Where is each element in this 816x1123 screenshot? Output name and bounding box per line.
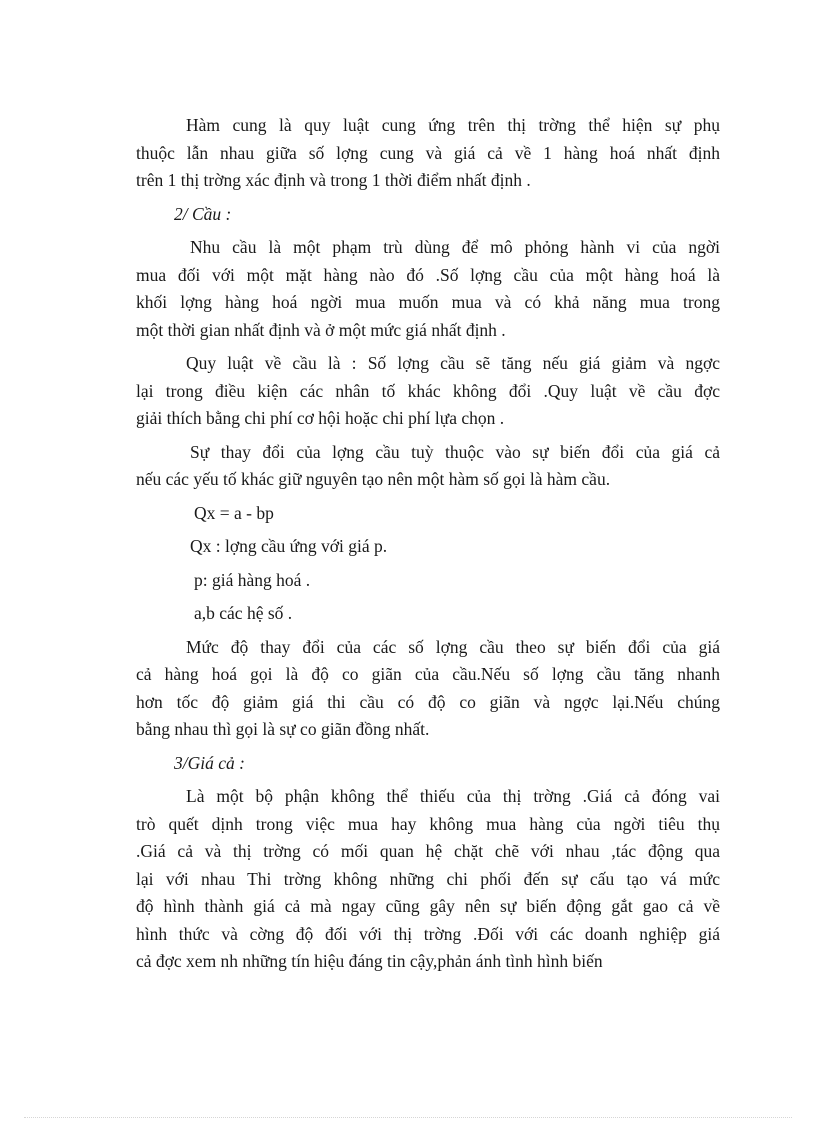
- text-line: Nhu cầu là một phạm trù dùng để mô phỏng hành vi của ngời: [190, 237, 720, 257]
- text-line: cả đợc xem nh những tín hiệu đáng tin cậy,phản ánh tình hình biến: [136, 951, 603, 971]
- text-line: một thời gian nhất định và ở một mức giá nhất định .: [136, 319, 506, 340]
- text-line: Sự thay đổi của lợng cầu tuỳ thuộc vào sự biến đổi của giá cả: [190, 441, 720, 462]
- paragraph: [136, 634, 720, 744]
- text-line: Là một bộ phận không thể thiếu của thị trờng .Giá cả đóng vai: [186, 786, 720, 806]
- text-line: cả hàng hoá gọi là độ co giãn của cầu.Nếu số lợng cầu tăng nhanh: [136, 664, 720, 684]
- paragraph: [136, 439, 720, 494]
- paragraph: [136, 350, 720, 433]
- heading-text: 2/ Cầu :: [174, 203, 232, 224]
- text-line: khối lợng hàng hoá ngời mua muốn mua và có khả năng mua trong: [136, 292, 720, 312]
- text-line: a,b các hệ số .: [194, 603, 293, 623]
- text-line: độ hình thành giá cả mà ngay cũng gây nên sự biến động gắt gao cả về: [136, 896, 720, 916]
- paragraph: [136, 234, 720, 344]
- text-line: Mức độ thay đổi của các số lợng cầu theo sự biến đổi của giá: [186, 636, 720, 657]
- section-heading: [136, 750, 720, 778]
- heading-text: 3/Giá cả :: [174, 752, 245, 773]
- text-line: lại với nhau Thi trờng không những chi phối đến sự cấu tạo vá mức: [136, 868, 720, 889]
- text-line: trên 1 thị trờng xác định và trong 1 thời điểm nhất định .: [136, 170, 531, 190]
- formula-line: [136, 567, 720, 595]
- text-line: p: giá hàng hoá .: [194, 569, 311, 590]
- text-line: bằng nhau thì gọi là sự co giãn đồng nhất.: [136, 719, 430, 739]
- text-line: lại trong điều kiện các nhân tố khác không đổi .Quy luật về cầu đợc: [136, 380, 720, 401]
- page-bottom-divider: [24, 1117, 792, 1118]
- document-body: [136, 112, 720, 976]
- text-line: mua đối với một mặt hàng nào đó .Số lợng cầu của một hàng hoá là: [136, 264, 720, 285]
- text-line: trò quết dịnh trong việc mua hay không mua hàng của ngời tiêu thụ: [136, 813, 720, 834]
- text-line: Qx : lợng cầu ứng với giá p.: [190, 536, 388, 556]
- text-line: Qx = a - bp: [194, 502, 274, 523]
- section-heading: [136, 201, 720, 229]
- text-line: Quy luật về cầu là : Số lợng cầu sẽ tăng nếu giá giảm và ngợc: [186, 353, 720, 373]
- paragraph: [136, 112, 720, 195]
- paragraph: [136, 783, 720, 976]
- formula-line: [136, 500, 720, 528]
- text-line: giải thích bằng chi phí cơ hội hoặc chi phí lựa chọn .: [136, 408, 505, 428]
- text-line: Hàm cung là quy luật cung ứng trên thị trờng thể hiện sự phụ: [186, 115, 720, 135]
- text-line: nếu các yếu tố khác giữ nguyên tạo nên một hàm số gọi là hàm cầu.: [136, 469, 611, 489]
- formula-line: [136, 600, 720, 628]
- text-line: .Giá cả và thị trờng có mối quan hệ chặt chẽ với nhau ,tác động qua: [136, 841, 720, 861]
- text-line: hơn tốc độ giảm giá thi cầu có độ co giãn và ngợc lại.Nếu chúng: [136, 691, 720, 712]
- text-line: hình thức và cờng độ đối với thị trờng .Đối với các doanh nghiệp giá: [136, 923, 720, 944]
- formula-line: [136, 533, 720, 561]
- text-line: thuộc lẫn nhau giữa số lợng cung và giá cả về 1 hàng hoá nhất định: [136, 142, 720, 163]
